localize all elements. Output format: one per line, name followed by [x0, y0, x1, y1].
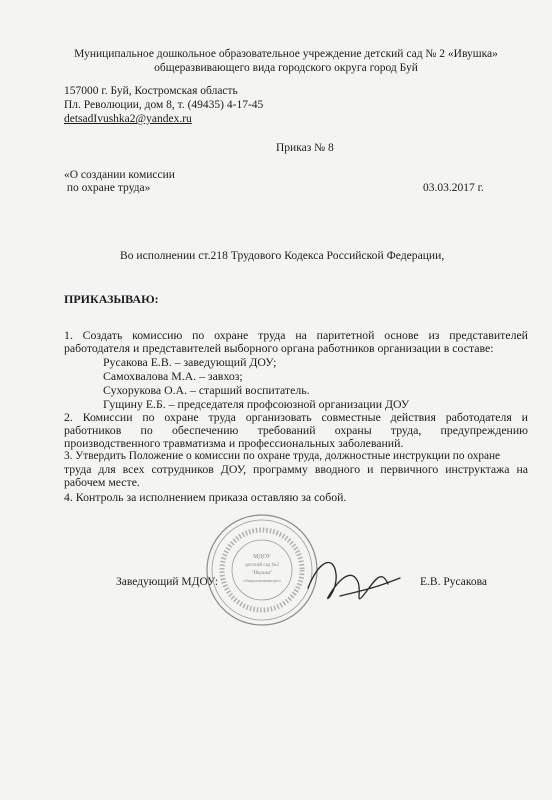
item3-line2: труда для всех сотрудников ДОУ, программу вводного и первичного инструктажа на: [64, 462, 528, 476]
email-link[interactable]: detsadIvushka2@yandex.ru: [64, 113, 192, 125]
order-date: 03.03.2017 г.: [423, 182, 484, 194]
address-line1: 157000 г. Буй, Костромская область: [64, 85, 238, 97]
member-3: Сухорукова О.А. – старший воспитатель.: [103, 383, 310, 397]
member-1: Русакова Е.В. – заведующий ДОУ;: [103, 355, 277, 369]
order-subject-line1: «О создании комиссии: [64, 169, 175, 181]
orders-heading: ПРИКАЗЫВАЮ:: [64, 292, 159, 306]
item1-line2: работодателя и представителей выборного органа работников организации в составе:: [64, 341, 494, 355]
preamble: Во исполнении ст.218 Трудового Кодекса Российской Федерации,: [120, 249, 445, 262]
item2-line3: производственного травматизма и профессиональных заболеваний.: [64, 436, 404, 450]
institution-name-line2: общеразвивающего вида городского округа город Буй: [154, 62, 418, 74]
item2-line1: 2. Комиссии по охране труда организовать совместные действия работодателя и: [64, 410, 528, 424]
item1-line1: 1. Создать комиссию по охране труда на паритетной основе из представителей: [64, 328, 528, 342]
item4: 4. Контроль за исполнением приказа оставляю за собой.: [64, 490, 347, 504]
address-line2: Пл. Революции, дом 8, т. (49435) 4-17-45: [64, 99, 264, 111]
signatory-name: Е.В. Русакова: [420, 576, 487, 588]
handwritten-signature: [300, 548, 410, 618]
svg-text:общеразвивающего: общеразвивающего: [243, 578, 281, 583]
item3-line1: 3. Утвердить Положение о комиссии по охране труда, должностные инструкции по охране: [64, 450, 501, 462]
svg-text:МДОУ: МДОУ: [253, 554, 271, 560]
order-subject-line2: по охране труда»: [64, 182, 151, 194]
institution-name-line1: Муниципальное дошкольное образовательное учреждение детский сад № 2 «Ивушка»: [74, 48, 498, 60]
svg-text:детский сад №2: детский сад №2: [245, 563, 279, 568]
member-4: Гущину Е.Б. – председателя профсоюзной организации ДОУ: [103, 397, 410, 411]
item2-line2: работников по обеспечению требований охраны труда, предупреждению: [64, 423, 528, 437]
item3-line3: рабочем месте.: [64, 475, 140, 489]
order-title: Приказ № 8: [276, 142, 334, 154]
signatory-position: Заведующий МДОУ:: [116, 576, 219, 588]
member-2: Самохвалова М.А. – завхоз;: [103, 369, 243, 383]
svg-text:"Ивушка": "Ивушка": [251, 571, 273, 576]
